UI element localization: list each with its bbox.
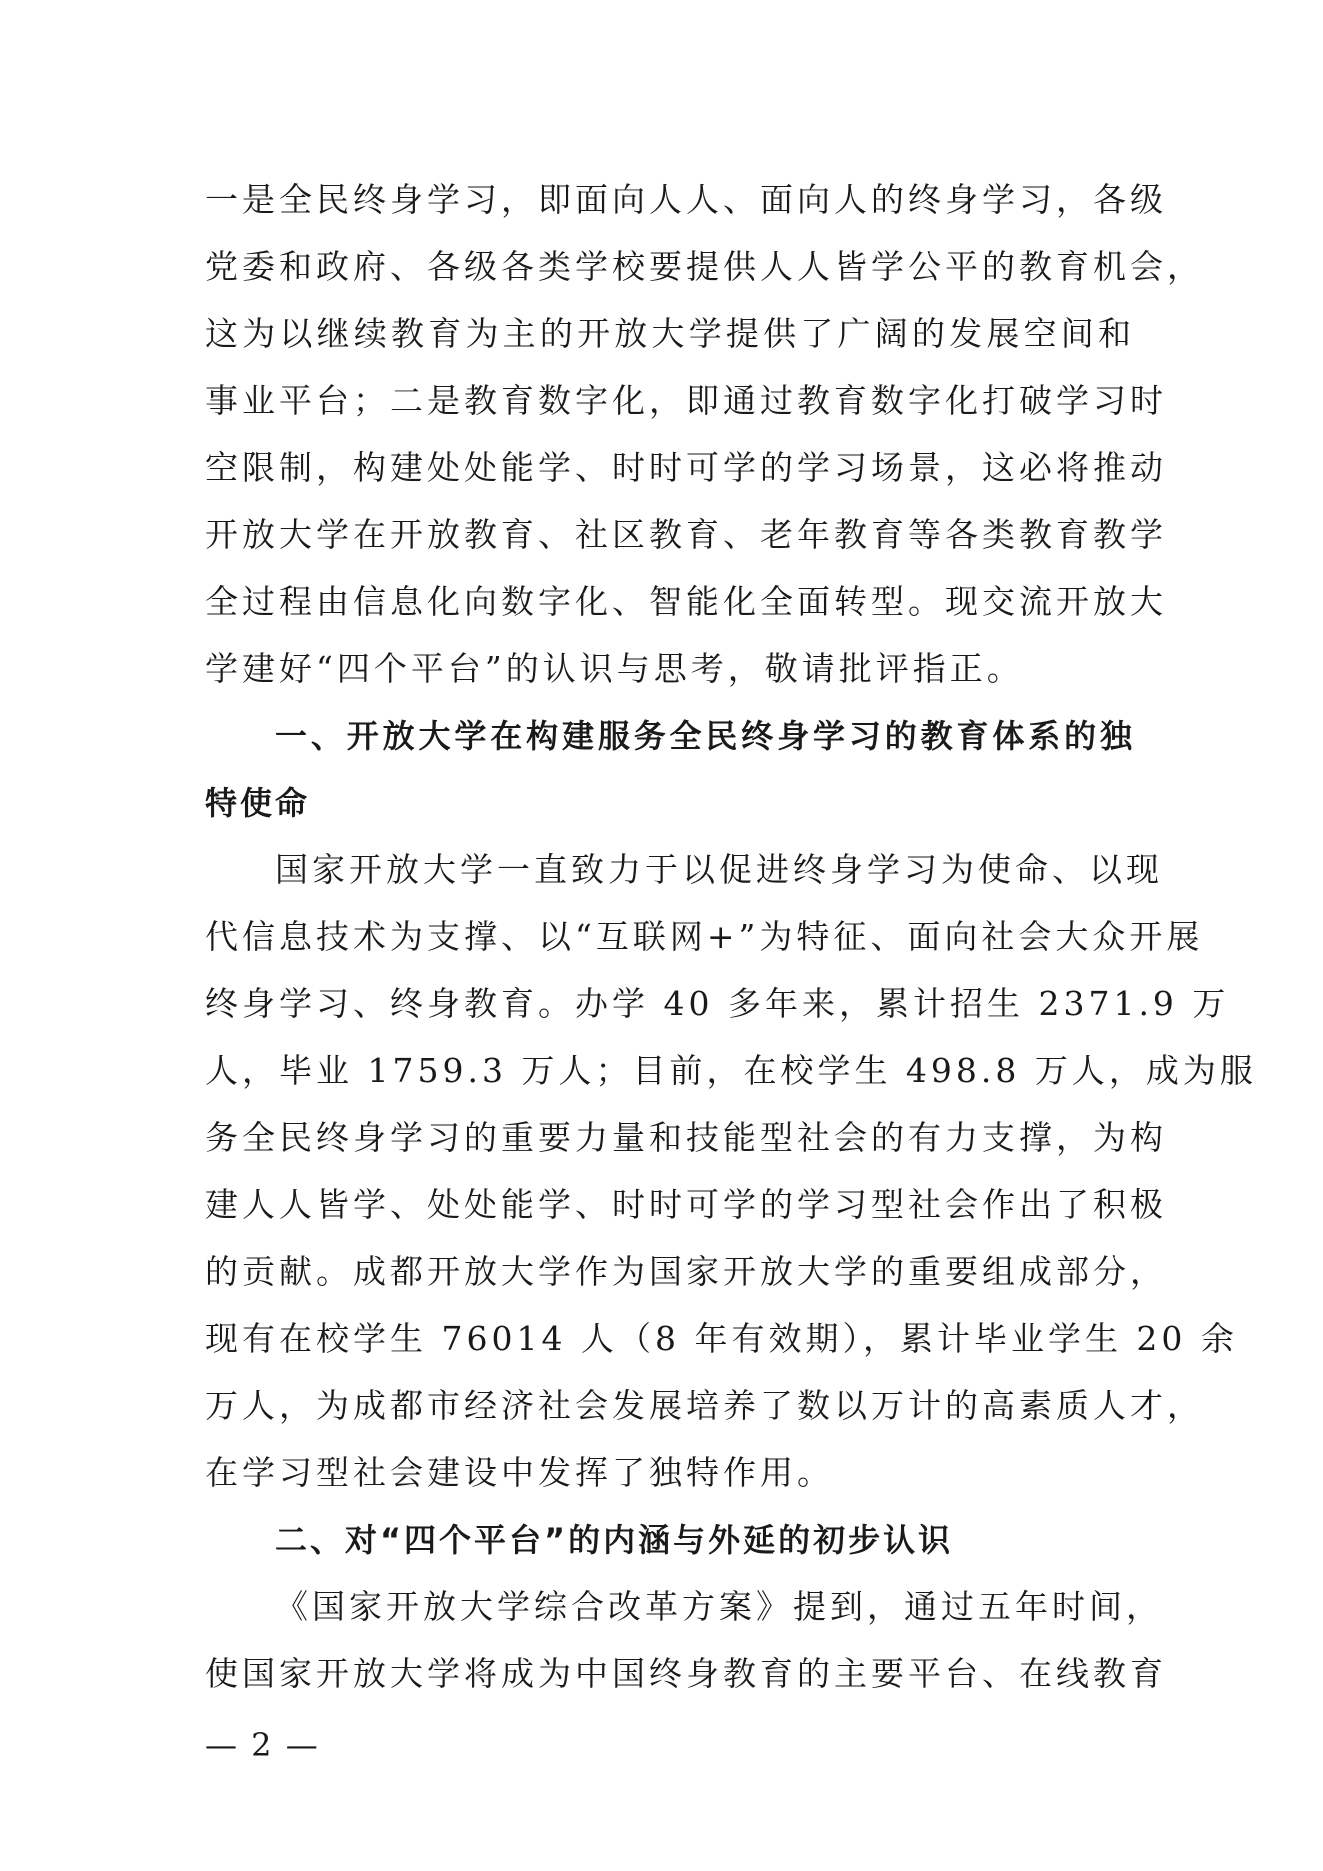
paragraph-line: 务全民终身学习的重要力量和技能型社会的有力支撑，为构 — [205, 1118, 1167, 1157]
paragraph-line: 全过程由信息化向数字化、智能化全面转型。现交流开放大 — [205, 582, 1167, 621]
section-heading-2: 二、对“四个平台”的内涵与外延的初步认识 — [275, 1521, 954, 1559]
paragraph-line: 使国家开放大学将成为中国终身教育的主要平台、在线教育 — [205, 1654, 1167, 1693]
paragraph-line: 学建好“四个平台”的认识与思考，敬请批评指正。 — [205, 649, 1024, 688]
paragraph-line: 党委和政府、各级各类学校要提供人人皆学公平的教育机会， — [205, 247, 1204, 286]
page-number: — 2 — — [205, 1726, 320, 1764]
paragraph-line: 万人，为成都市经济社会发展培养了数以万计的高素质人才， — [205, 1386, 1204, 1425]
paragraph-line: 这为以继续教育为主的开放大学提供了广阔的发展空间和 — [205, 314, 1135, 353]
paragraph-line: 《国家开放大学综合改革方案》提到，通过五年时间， — [275, 1587, 1163, 1626]
section-heading-1-continued: 特使命 — [205, 784, 311, 822]
section-heading-1: 一、开放大学在构建服务全民终身学习的教育体系的独 — [275, 717, 1135, 755]
paragraph-line: 的贡献。成都开放大学作为国家开放大学的重要组成部分， — [205, 1252, 1167, 1291]
paragraph-line: 代信息技术为支撑、以“互联网+”为特征、面向社会大众开展 — [205, 917, 1204, 956]
paragraph-line: 一是全民终身学习，即面向人人、面向人的终身学习，各级 — [205, 180, 1167, 219]
paragraph-line: 人，毕业 1759.3 万人；目前，在校学生 498.8 万人，成为服 — [205, 1051, 1257, 1090]
paragraph-line: 开放大学在开放教育、社区教育、老年教育等各类教育教学 — [205, 515, 1167, 554]
paragraph-line: 事业平台；二是教育数字化，即通过教育数字化打破学习时 — [205, 381, 1167, 420]
paragraph-line: 终身学习、终身教育。办学 40 多年来，累计招生 2371.9 万 — [205, 984, 1230, 1023]
paragraph-line: 在学习型社会建设中发挥了独特作用。 — [205, 1453, 834, 1492]
paragraph-line: 国家开放大学一直致力于以促进终身学习为使命、以现 — [275, 850, 1163, 889]
paragraph-line: 空限制，构建处处能学、时时可学的学习场景，这必将推动 — [205, 448, 1167, 487]
paragraph-line: 现有在校学生 76014 人（8 年有效期），累计毕业学生 20 余 — [205, 1319, 1238, 1358]
paragraph-line: 建人人皆学、处处能学、时时可学的学习型社会作出了积极 — [205, 1185, 1167, 1224]
